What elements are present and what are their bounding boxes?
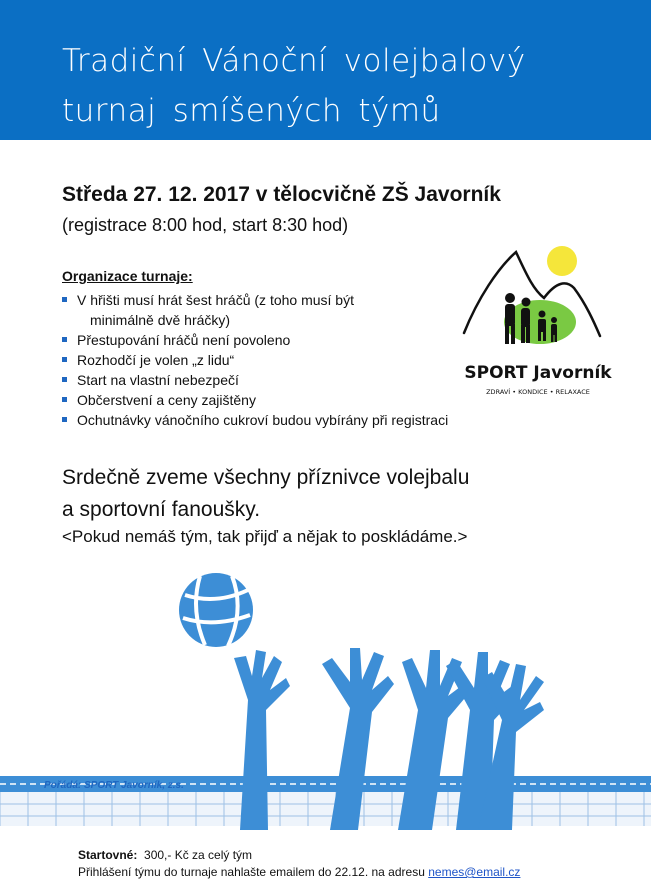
logo-name: SPORT Javorník	[464, 363, 612, 383]
poster-title	[62, 36, 642, 136]
invitation	[62, 462, 469, 526]
sun-icon	[547, 246, 577, 276]
invitation-line-1: Srdečně zveme všechny příznivce volejbalu	[62, 466, 470, 489]
event-date-place: Středa 27. 12. 2017 v tělocvičně ZŠ Javorník	[62, 183, 501, 206]
invitation-note: <Pokud nemáš tým, tak přijď a nějak to poskládáme.>	[62, 527, 468, 546]
bullet-icon	[62, 337, 67, 342]
organizer-label: Pořádá: SPORT Javorník, z.s.	[44, 780, 184, 791]
invitation-line-2: a sportovní fanoušky.	[62, 498, 261, 521]
title-line-1: Tradiční Vánoční volejbalový	[62, 43, 526, 79]
sport-javornik-logo	[458, 238, 618, 408]
registration-info	[78, 865, 520, 879]
volleyball-icon	[179, 573, 253, 647]
organization-list	[62, 290, 502, 430]
organization-heading: Organizace turnaje:	[62, 268, 193, 284]
registration-text: Přihlášení týmu do turnaje nahlašte emailem do 22.12. na adresu	[78, 865, 425, 879]
bullet-icon	[62, 417, 67, 422]
list-item: Rozhodčí je volen „z lidu“	[62, 350, 502, 370]
event-times: (registrace 8:00 hod, start 8:30 hod)	[62, 215, 349, 235]
list-item: Přestupování hráčů není povoleno	[62, 330, 502, 350]
bullet-icon	[62, 397, 67, 402]
bullet-icon	[62, 297, 67, 302]
entry-fee	[78, 848, 252, 862]
list-item: Ochutnávky vánočního cukroví budou vybírány při registraci	[62, 410, 502, 430]
logo-tagline: ZDRAVÍ • KONDICE • RELAXACE	[486, 388, 590, 396]
list-item: Občerstvení a ceny zajištěny	[62, 390, 502, 410]
bullet-icon	[62, 357, 67, 362]
entry-fee-value: 300,- Kč za celý tým	[144, 848, 253, 862]
title-banner	[0, 0, 651, 140]
email-link[interactable]: nemes@email.cz	[428, 865, 521, 879]
list-item: V hřišti musí hrát šest hráčů (z toho musí být minimálně dvě hráčky)	[62, 290, 502, 330]
list-item: Start na vlastní nebezpečí	[62, 370, 502, 390]
entry-fee-label: Startovné:	[78, 848, 138, 862]
title-line-2: turnaj smíšených týmů	[62, 93, 441, 129]
bullet-icon	[62, 377, 67, 382]
